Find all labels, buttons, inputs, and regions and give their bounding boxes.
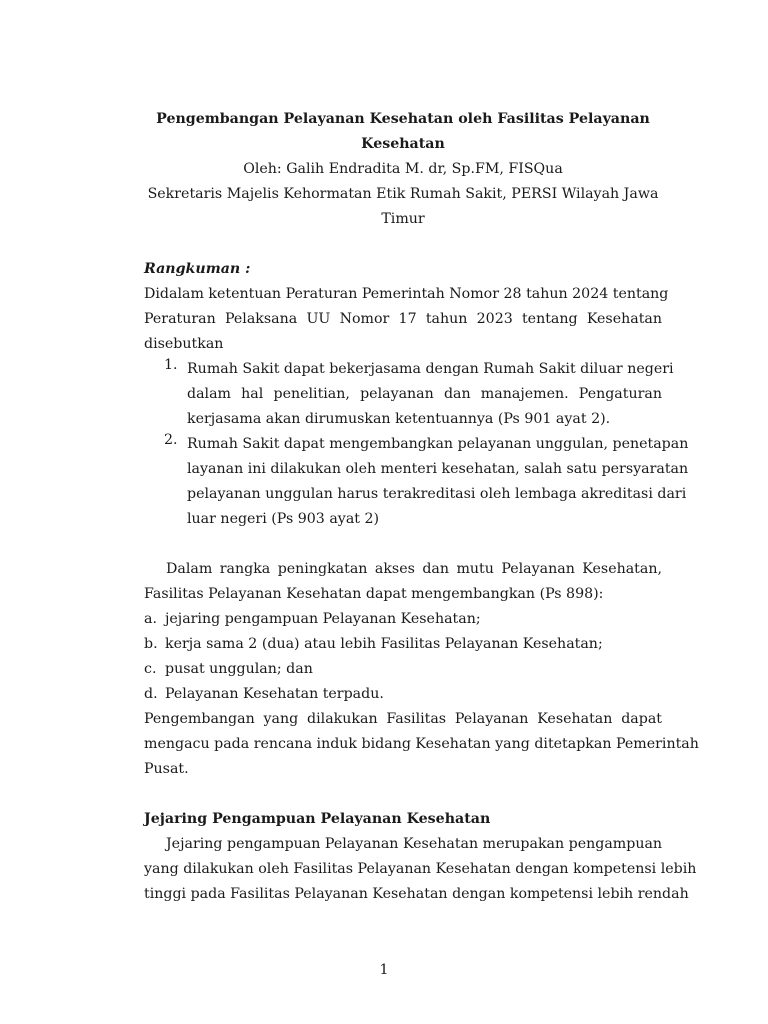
list-item-line: dalam hal penelitian, pelayanan dan manajemen. Pengaturan bbox=[187, 386, 662, 402]
spacer bbox=[144, 782, 662, 807]
list-item-line: Rumah Sakit dapat bekerjasama dengan Rumah Sakit diluar negeri bbox=[187, 361, 674, 377]
numbered-list-item bbox=[144, 357, 674, 432]
list-item-text: kerja sama 2 (dua) atau lebih Fasilitas Pelayanan Kesehatan; bbox=[165, 636, 603, 652]
list-marker: a. bbox=[144, 611, 157, 627]
alpha-list-item bbox=[144, 632, 662, 657]
network-paragraph-line-1: Jejaring pengampuan Pelayanan Kesehatan merupakan pengampuan bbox=[166, 836, 663, 852]
author-line: Oleh: Galih Endradita M. dr, Sp.FM, FISQua bbox=[243, 161, 563, 177]
list-item-line: luar negeri (Ps 903 ayat 2) bbox=[187, 511, 380, 527]
affiliation-line-2: Timur bbox=[381, 211, 425, 227]
list-marker: b. bbox=[144, 636, 158, 652]
list-item-text: jejaring pengampuan Pelayanan Kesehatan; bbox=[165, 611, 481, 627]
list-item-text: pusat unggulan; dan bbox=[165, 661, 313, 677]
document-page bbox=[144, 107, 699, 907]
document-title-line-2: Kesehatan bbox=[361, 136, 445, 152]
alpha-list-item bbox=[144, 657, 662, 682]
list-marker: 2. bbox=[164, 432, 178, 448]
summary-heading: Rangkuman : bbox=[144, 261, 251, 277]
development-paragraph-line-1: Pengembangan yang dilakukan Fasilitas Pelayanan Kesehatan dapat bbox=[144, 711, 662, 727]
alpha-list-item bbox=[144, 682, 662, 707]
list-item-line: layanan ini dilakukan oleh menteri kesehatan, salah satu persyaratan bbox=[187, 461, 689, 477]
list-item-line: pelayanan unggulan harus terakreditasi oleh lembaga akreditasi dari bbox=[187, 486, 687, 502]
summary-intro-line-1: Didalam ketentuan Peraturan Pemerintah Nomor 28 tahun 2024 tentang bbox=[144, 286, 669, 302]
alpha-list-item bbox=[144, 607, 662, 632]
spacer bbox=[144, 232, 662, 257]
list-item-line: Rumah Sakit dapat mengembangkan pelayanan unggulan, penetapan bbox=[187, 436, 689, 452]
list-marker: d. bbox=[144, 686, 158, 702]
network-paragraph-line-2: yang dilakukan oleh Fasilitas Pelayanan Kesehatan dengan kompetensi lebih bbox=[144, 861, 697, 877]
list-item-line: kerjasama akan dirumuskan ketentuannya (Ps 901 ayat 2). bbox=[187, 411, 611, 427]
access-paragraph-line-2: Fasilitas Pelayanan Kesehatan dapat mengembangkan (Ps 898): bbox=[144, 586, 604, 602]
development-paragraph-line-2: mengacu pada rencana induk bidang Kesehatan yang ditetapkan Pemerintah bbox=[144, 736, 699, 752]
access-paragraph-line-1: Dalam rangka peningkatan akses dan mutu Pelayanan Kesehatan, bbox=[166, 561, 662, 577]
list-item-text: Pelayanan Kesehatan terpadu. bbox=[165, 686, 384, 702]
list-marker: c. bbox=[144, 661, 157, 677]
document-title-line-1: Pengembangan Pelayanan Kesehatan oleh Fasilitas Pelayanan bbox=[156, 111, 650, 127]
page-number: 1 bbox=[379, 962, 389, 978]
spacer bbox=[144, 532, 662, 557]
summary-intro-line-2: Peraturan Pelaksana UU Nomor 17 tahun 2023 tentang Kesehatan bbox=[144, 311, 662, 327]
network-paragraph-line-3: tinggi pada Fasilitas Pelayanan Kesehatan dengan kompetensi lebih rendah bbox=[144, 886, 689, 902]
summary-intro-line-3: disebutkan bbox=[144, 336, 224, 352]
list-marker: 1. bbox=[164, 357, 178, 373]
affiliation-line-1: Sekretaris Majelis Kehormatan Etik Rumah Sakit, PERSI Wilayah Jawa bbox=[147, 186, 659, 202]
development-paragraph-line-3: Pusat. bbox=[144, 761, 189, 777]
numbered-list-item bbox=[144, 432, 689, 532]
network-section-heading: Jejaring Pengampuan Pelayanan Kesehatan bbox=[144, 811, 491, 827]
